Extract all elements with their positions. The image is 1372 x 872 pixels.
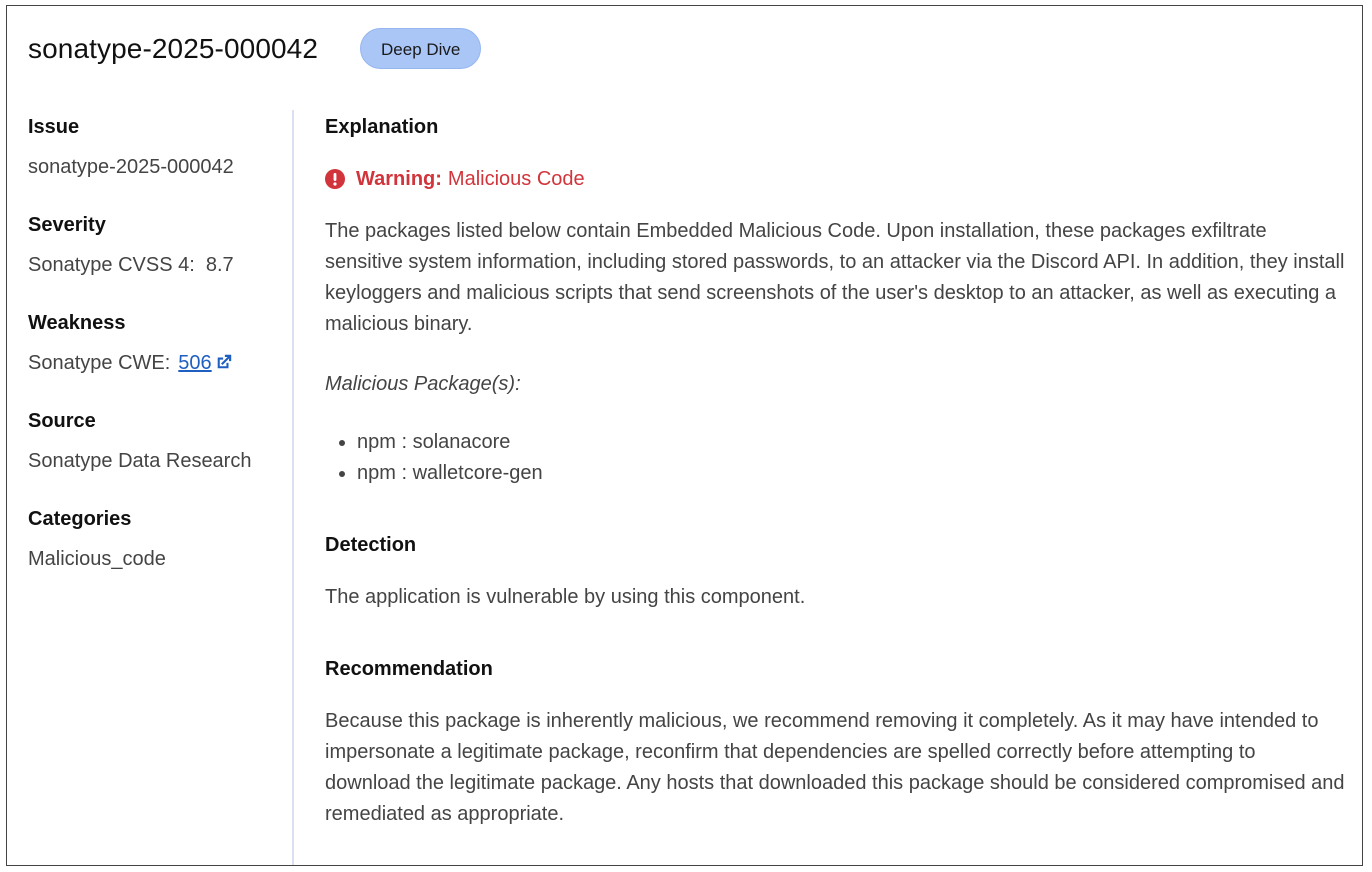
warning-text: Malicious Code <box>447 168 585 190</box>
detection-body: The application is vulnerable by using this component. <box>325 586 806 608</box>
recommendation-body: Because this package is inherently malicious, we recommend removing it completely. As it may have intended to impersonate a legitimate package, reconfirm that dependencies are spelled correctly before attempting to download the legitimate package. Any hosts that downloaded this package should be considered compromised and remediated as appropriate. <box>325 710 1345 825</box>
sidebar <box>28 114 278 604</box>
cwe-link[interactable] <box>178 352 232 374</box>
warning-row <box>325 166 1345 192</box>
page-title: sonatype-2025-000042 <box>28 32 319 64</box>
list-item: • npm : walletcore-gen <box>357 458 1345 489</box>
package-list <box>325 427 1345 489</box>
exclamation-circle-icon <box>325 169 345 189</box>
explanation-body: The packages listed below contain Embedded Malicious Code. Upon installation, these packages exfiltrate sensitive system information, including stored passwords, to an attacker via the Discord API. In addition, they install keyloggers and malicious scripts that send screenshots of the user's desktop to an attacker, as well as executing a malicious binary. <box>325 220 1345 335</box>
source-block <box>28 408 278 474</box>
external-link-icon[interactable] <box>215 353 233 371</box>
weakness-label: Weakness <box>28 312 126 334</box>
categories-block <box>28 506 278 572</box>
source-value: Sonatype Data Research <box>28 450 252 472</box>
malicious-packages-label: Malicious Package(s): <box>325 373 521 395</box>
list-item: • npm : solanacore <box>357 427 1345 458</box>
severity-value: Sonatype CVSS 4: 8.7 <box>28 254 234 276</box>
column-divider <box>292 110 294 866</box>
severity-label: Severity <box>28 214 106 236</box>
recommendation-title: Recommendation <box>325 658 493 680</box>
cwe-link-text[interactable]: 506 <box>178 352 212 374</box>
main-content <box>325 114 1345 830</box>
explanation-title: Explanation <box>325 116 439 138</box>
deep-dive-badge[interactable]: Deep Dive <box>360 28 481 69</box>
categories-value: Malicious_code <box>28 548 166 570</box>
detection-title: Detection <box>325 534 417 556</box>
categories-label: Categories <box>28 508 132 530</box>
cwe-prefix: Sonatype CWE: <box>28 352 171 374</box>
vulnerability-detail-panel <box>6 5 1363 866</box>
warning-label: Warning: <box>356 168 442 190</box>
severity-block <box>28 212 278 278</box>
weakness-value <box>28 350 278 376</box>
weakness-block <box>28 310 278 376</box>
header <box>28 28 481 69</box>
source-label: Source <box>28 410 96 432</box>
issue-value: sonatype-2025-000042 <box>28 156 234 178</box>
issue-block <box>28 114 278 180</box>
issue-label: Issue <box>28 116 80 138</box>
